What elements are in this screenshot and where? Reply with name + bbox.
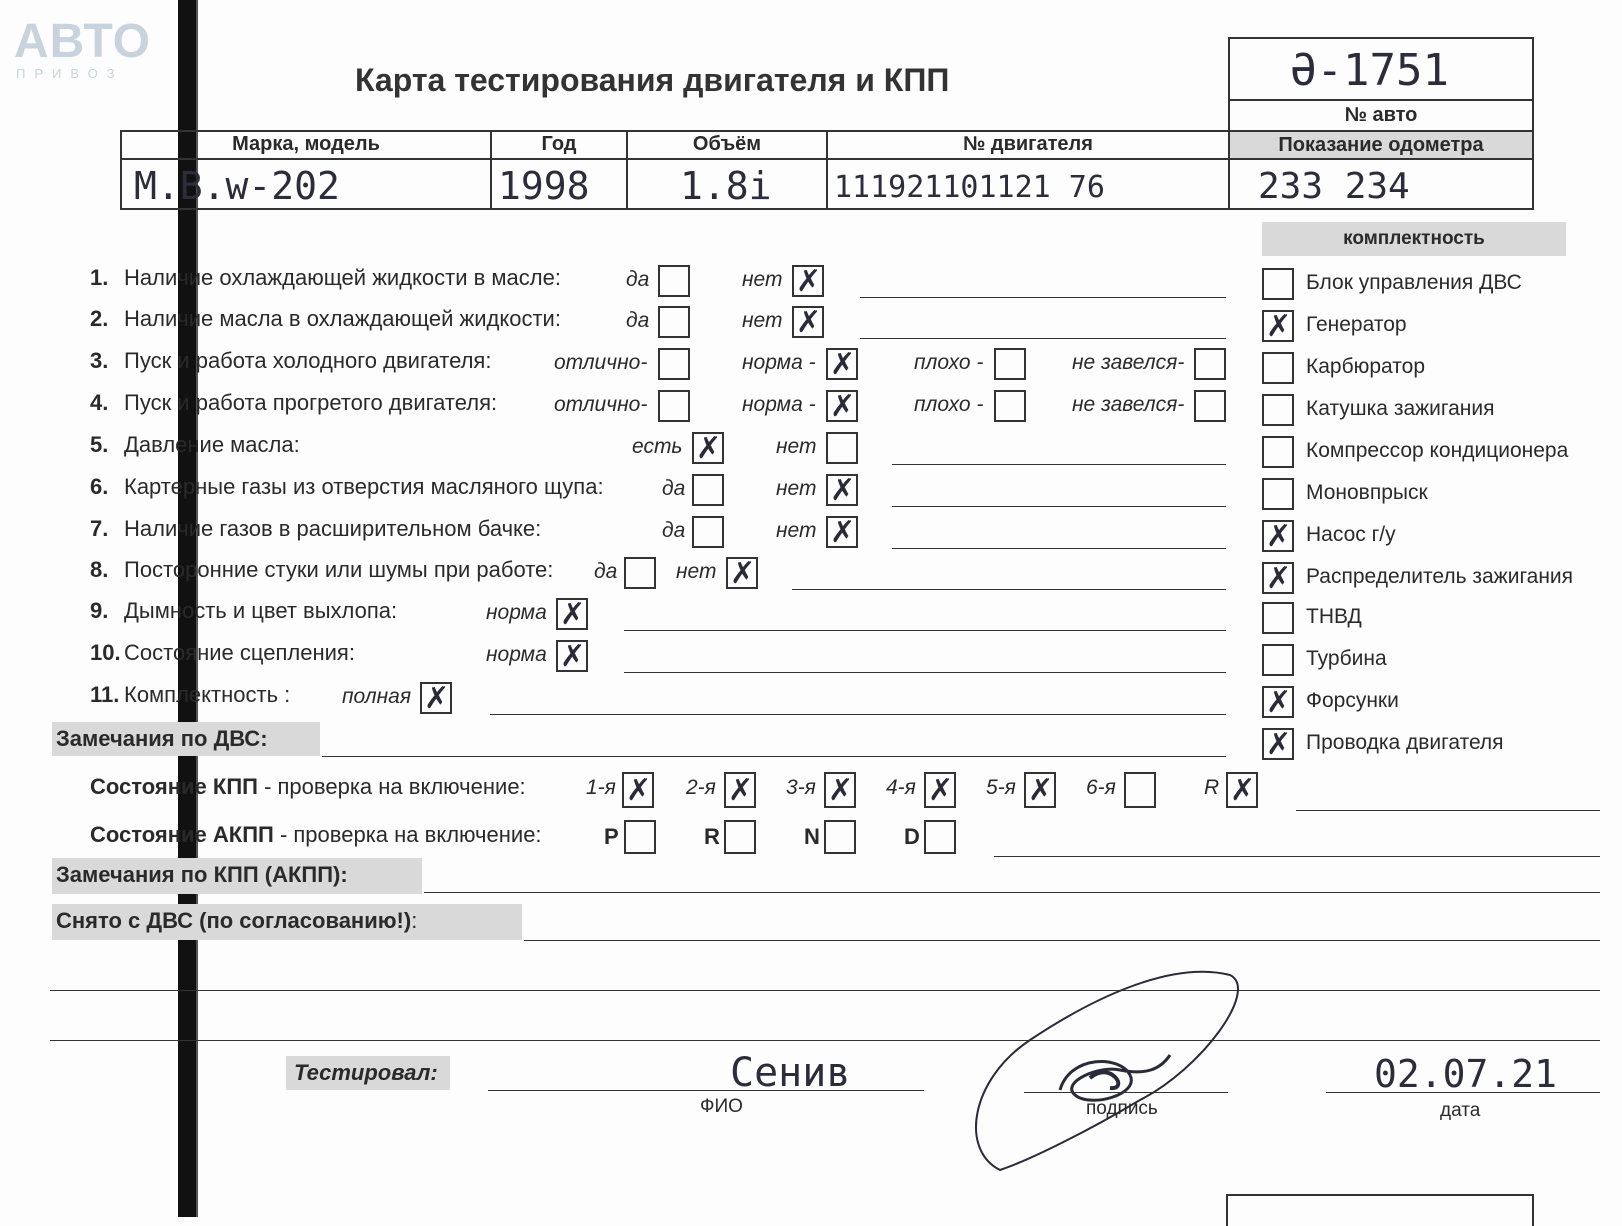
- checkbox[interactable]: [658, 306, 690, 338]
- akpp-label: [90, 822, 542, 848]
- akpp-mode-label: N: [804, 824, 820, 849]
- question-text: Наличие охлаждающей жидкости в масле:: [124, 265, 561, 290]
- year-header-cell: [490, 130, 628, 160]
- option-label: да: [626, 309, 650, 332]
- check-mark-icon: ✗: [560, 639, 586, 674]
- option-label: нет: [676, 560, 717, 583]
- engine-value: 111921101121 76: [834, 170, 1105, 205]
- checkbox-checked[interactable]: [826, 348, 858, 380]
- question-text: Давление масла:: [124, 432, 300, 457]
- check-mark-icon: ✗: [1266, 727, 1292, 762]
- check-mark-icon: ✗: [424, 681, 450, 716]
- gear-checkbox[interactable]: [1124, 772, 1156, 808]
- year-label: Год: [541, 133, 577, 155]
- check-mark-icon: ✗: [928, 773, 954, 808]
- gear-checkbox-checked[interactable]: [824, 772, 856, 808]
- option-label: плохо -: [914, 351, 984, 374]
- removed-label-rest: :: [411, 908, 418, 933]
- check-mark-icon: ✗: [830, 347, 856, 382]
- completeness-checkbox-checked[interactable]: [1262, 686, 1294, 718]
- option-label: нет: [742, 268, 783, 291]
- checkbox-checked[interactable]: [826, 516, 858, 548]
- answer-line: [624, 630, 1226, 631]
- completeness-checkbox[interactable]: [1262, 394, 1294, 426]
- answer-line: [490, 714, 1226, 715]
- gear-label: 3-я: [786, 776, 816, 799]
- check-mark-icon: ✗: [828, 773, 854, 808]
- option-label: полная: [342, 685, 412, 708]
- checkbox-checked[interactable]: [556, 598, 588, 630]
- check-mark-icon: ✗: [1266, 685, 1292, 720]
- option-label: норма: [486, 643, 547, 666]
- completeness-item-label: Насос г/у: [1306, 523, 1396, 546]
- gear-label: 5-я: [986, 776, 1016, 799]
- akpp-line: [994, 856, 1600, 857]
- page-title: Карта тестирования двигателя и КПП: [355, 62, 950, 98]
- car-number-label-cell: [1228, 99, 1534, 132]
- option-label: нет: [776, 519, 817, 542]
- question-number: 4.: [90, 390, 109, 415]
- year-value-cell: [490, 158, 628, 210]
- signature-scribble-icon: [960, 960, 1250, 1180]
- checkbox[interactable]: [826, 432, 858, 464]
- remarks-engine-label: Замечания по ДВС:: [56, 726, 268, 751]
- question-text: Посторонние стуки или шумы при работе:: [124, 557, 554, 582]
- check-mark-icon: ✗: [1266, 309, 1292, 344]
- option-label: нет: [742, 309, 783, 332]
- option-label: норма -: [742, 351, 816, 374]
- check-mark-icon: ✗: [796, 264, 822, 299]
- kpp-label-bold: Состояние КПП: [90, 774, 258, 799]
- question-text: Наличие газов в расширительном бачке:: [124, 516, 542, 541]
- completeness-item-label: Распределитель зажигания: [1306, 565, 1574, 588]
- removed-line: [524, 940, 1600, 941]
- option-label: норма: [486, 601, 547, 624]
- gear-label: R: [1204, 776, 1220, 799]
- question-text: Дымность и цвет выхлопа:: [124, 598, 398, 623]
- check-mark-icon: ✗: [1266, 519, 1292, 554]
- completeness-checkbox-checked[interactable]: [1262, 520, 1294, 552]
- engine-label: № двигателя: [963, 133, 1093, 155]
- car-number-value: Ә-1751: [1290, 45, 1449, 96]
- question-text: Наличие масла в охлаждающей жидкости:: [124, 306, 561, 331]
- completeness-checkbox[interactable]: [1262, 644, 1294, 676]
- question-number: 1.: [90, 265, 109, 290]
- option-label: отлично-: [554, 351, 648, 374]
- checkbox[interactable]: [692, 474, 724, 506]
- volume-value-cell: [626, 158, 828, 210]
- answer-line: [792, 589, 1226, 590]
- tested-label: Тестировал:: [294, 1060, 438, 1085]
- akpp-checkbox[interactable]: [924, 820, 956, 854]
- odometer-label: Показание одометра: [1278, 134, 1484, 156]
- blank-line-2: [50, 1040, 1600, 1041]
- answer-line: [892, 506, 1226, 507]
- brand-value-cell: [120, 158, 492, 210]
- answer-line: [860, 338, 1226, 339]
- question-number: 5.: [90, 432, 109, 457]
- completeness-item-label: Катушка зажигания: [1306, 397, 1495, 420]
- completeness-item-label: ТНВД: [1306, 605, 1362, 628]
- question-text: Состояние сцепления:: [124, 640, 355, 665]
- check-mark-icon: ✗: [830, 515, 856, 550]
- option-label: да: [662, 477, 686, 500]
- checkbox[interactable]: [658, 348, 690, 380]
- gear-checkbox-checked[interactable]: [1226, 772, 1258, 808]
- question-number: 3.: [90, 348, 109, 373]
- option-label: да: [662, 519, 686, 542]
- question-text: Пуск и работа холодного двигателя:: [124, 348, 492, 373]
- completeness-title-cell: [1262, 222, 1566, 256]
- check-mark-icon: ✗: [696, 431, 722, 466]
- remarks-engine-line: [322, 756, 1226, 757]
- kpp-line: [1296, 810, 1600, 811]
- option-label: да: [594, 560, 618, 583]
- odometer-value: 233 234: [1258, 166, 1410, 207]
- removed-label-bold2: (по согласованию!): [199, 908, 412, 933]
- check-mark-icon: ✗: [830, 389, 856, 424]
- checkbox[interactable]: [1194, 348, 1226, 380]
- car-number-label: № авто: [1344, 104, 1418, 126]
- completeness-item-label: Форсунки: [1306, 689, 1399, 712]
- option-label: не завелся-: [1072, 351, 1185, 374]
- option-label: нет: [776, 477, 817, 500]
- answer-line: [860, 297, 1226, 298]
- completeness-checkbox-checked[interactable]: [1262, 310, 1294, 342]
- option-label: есть: [632, 435, 683, 458]
- completeness-item-label: Карбюратор: [1306, 355, 1426, 378]
- question-text: Картерные газы из отверстия масляного щупа:: [124, 474, 604, 499]
- completeness-item-label: Блок управления ДВС: [1306, 271, 1522, 294]
- check-mark-icon: ✗: [830, 473, 856, 508]
- question-number: 9.: [90, 598, 109, 623]
- question-text: Пуск и работа прогретого двигателя:: [124, 390, 498, 415]
- fio-label: ФИО: [700, 1096, 743, 1117]
- question-number: 11.: [90, 682, 120, 707]
- checkbox[interactable]: [692, 516, 724, 548]
- checkbox[interactable]: [994, 390, 1026, 422]
- checkbox-checked[interactable]: [692, 432, 724, 464]
- check-mark-icon: ✗: [728, 773, 754, 808]
- akpp-label-bold: Состояние АКПП: [90, 822, 274, 847]
- completeness-checkbox-checked[interactable]: [1262, 728, 1294, 760]
- check-mark-icon: ✗: [560, 597, 586, 632]
- gear-label: 1-я: [586, 776, 616, 799]
- volume-label: Объём: [692, 133, 762, 155]
- completeness-checkbox[interactable]: [1262, 478, 1294, 510]
- checkbox-checked[interactable]: [726, 557, 758, 589]
- gear-label: 4-я: [886, 776, 916, 799]
- completeness-checkbox[interactable]: [1262, 436, 1294, 468]
- brand-label: Марка, модель: [232, 133, 380, 155]
- year-value: 1998: [498, 164, 590, 208]
- blank-line-1: [50, 990, 1600, 991]
- remarks-kpp-line: [424, 892, 1600, 893]
- date-line: [1326, 1092, 1600, 1093]
- checkbox[interactable]: [658, 390, 690, 422]
- completeness-item-label: Моновпрыск: [1306, 481, 1428, 504]
- removed-label-bold: Снято с ДВС: [56, 908, 200, 933]
- tester-name: Сенив: [730, 1050, 851, 1096]
- completeness-checkbox[interactable]: [1262, 602, 1294, 634]
- kpp-label-rest: - проверка на включение:: [257, 774, 526, 799]
- answer-line: [892, 464, 1226, 465]
- question-number: 2.: [90, 306, 109, 331]
- signature-label: подпись: [1086, 1098, 1158, 1119]
- question-number: 8.: [90, 557, 109, 582]
- check-mark-icon: ✗: [1230, 773, 1256, 808]
- check-mark-icon: ✗: [626, 773, 652, 808]
- brand-header-cell: [120, 130, 492, 160]
- option-label: норма -: [742, 393, 816, 416]
- kpp-label: [90, 774, 526, 800]
- logo-text: АВТО: [14, 15, 151, 68]
- gear-checkbox-checked[interactable]: [924, 772, 956, 808]
- completeness-item-label: Компрессор кондиционера: [1306, 439, 1569, 462]
- question-number: 6.: [90, 474, 109, 499]
- option-label: не завелся-: [1072, 393, 1185, 416]
- odometer-value-cell: [1228, 158, 1534, 210]
- logo: [14, 14, 150, 86]
- check-mark-icon: ✗: [1028, 773, 1054, 808]
- answer-line: [624, 672, 1226, 673]
- engine-header-cell: [826, 130, 1230, 160]
- akpp-mode-label: P: [604, 824, 619, 849]
- completeness-item-label: Турбина: [1306, 647, 1387, 670]
- gear-label: 2-я: [686, 776, 716, 799]
- akpp-label-rest: - проверка на включение:: [273, 822, 542, 847]
- engine-value-cell: [826, 158, 1230, 210]
- akpp-mode-label: D: [904, 824, 920, 849]
- removed-label: [56, 908, 417, 934]
- checkbox[interactable]: [1194, 390, 1226, 422]
- completeness-checkbox[interactable]: [1262, 352, 1294, 384]
- gear-label: 6-я: [1086, 776, 1116, 799]
- remarks-kpp-label: Замечания по КПП (АКПП):: [56, 862, 348, 887]
- completeness-checkbox-checked[interactable]: [1262, 562, 1294, 594]
- fio-line: [488, 1090, 924, 1091]
- check-mark-icon: ✗: [796, 305, 822, 340]
- date-value: 02.07.21: [1374, 1052, 1558, 1096]
- check-mark-icon: ✗: [1266, 561, 1292, 596]
- question-number: 10.: [90, 640, 121, 665]
- date-label: дата: [1440, 1100, 1481, 1121]
- completeness-checkbox[interactable]: [1262, 268, 1294, 300]
- checkbox-checked[interactable]: [792, 306, 824, 338]
- brand-value: M.B.w-202: [134, 164, 340, 208]
- logo-subtext: ПРИВОЗ: [16, 66, 124, 81]
- akpp-checkbox[interactable]: [824, 820, 856, 854]
- checkbox-checked[interactable]: [420, 682, 452, 714]
- checkbox-checked[interactable]: [556, 640, 588, 672]
- akpp-checkbox[interactable]: [724, 820, 756, 854]
- check-mark-icon: ✗: [730, 556, 756, 591]
- checkbox[interactable]: [624, 557, 656, 589]
- volume-header-cell: [626, 130, 828, 160]
- signature-line: [1024, 1092, 1228, 1093]
- gear-checkbox-checked[interactable]: [622, 772, 654, 808]
- checkbox-checked[interactable]: [826, 474, 858, 506]
- checkbox[interactable]: [994, 348, 1026, 380]
- car-number-box: [1228, 37, 1534, 101]
- answer-line: [892, 548, 1226, 549]
- checkbox[interactable]: [658, 265, 690, 297]
- completeness-item-label: Проводка двигателя: [1306, 731, 1504, 754]
- question-number: 7.: [90, 516, 109, 541]
- checkbox-checked[interactable]: [826, 390, 858, 422]
- akpp-checkbox[interactable]: [624, 820, 656, 854]
- bottom-box: [1226, 1194, 1534, 1226]
- option-label: плохо -: [914, 393, 984, 416]
- odometer-header-cell: [1228, 130, 1534, 160]
- option-label: отлично-: [554, 393, 648, 416]
- gear-checkbox-checked[interactable]: [1024, 772, 1056, 808]
- option-label: да: [626, 268, 650, 291]
- volume-value: 1.8i: [680, 164, 772, 208]
- akpp-mode-label: R: [704, 824, 720, 849]
- gear-checkbox-checked[interactable]: [724, 772, 756, 808]
- option-label: нет: [776, 435, 817, 458]
- completeness-title: комплектность: [1343, 228, 1485, 249]
- question-text: Комплектность :: [124, 682, 291, 707]
- completeness-item-label: Генератор: [1306, 313, 1407, 336]
- checkbox-checked[interactable]: [792, 265, 824, 297]
